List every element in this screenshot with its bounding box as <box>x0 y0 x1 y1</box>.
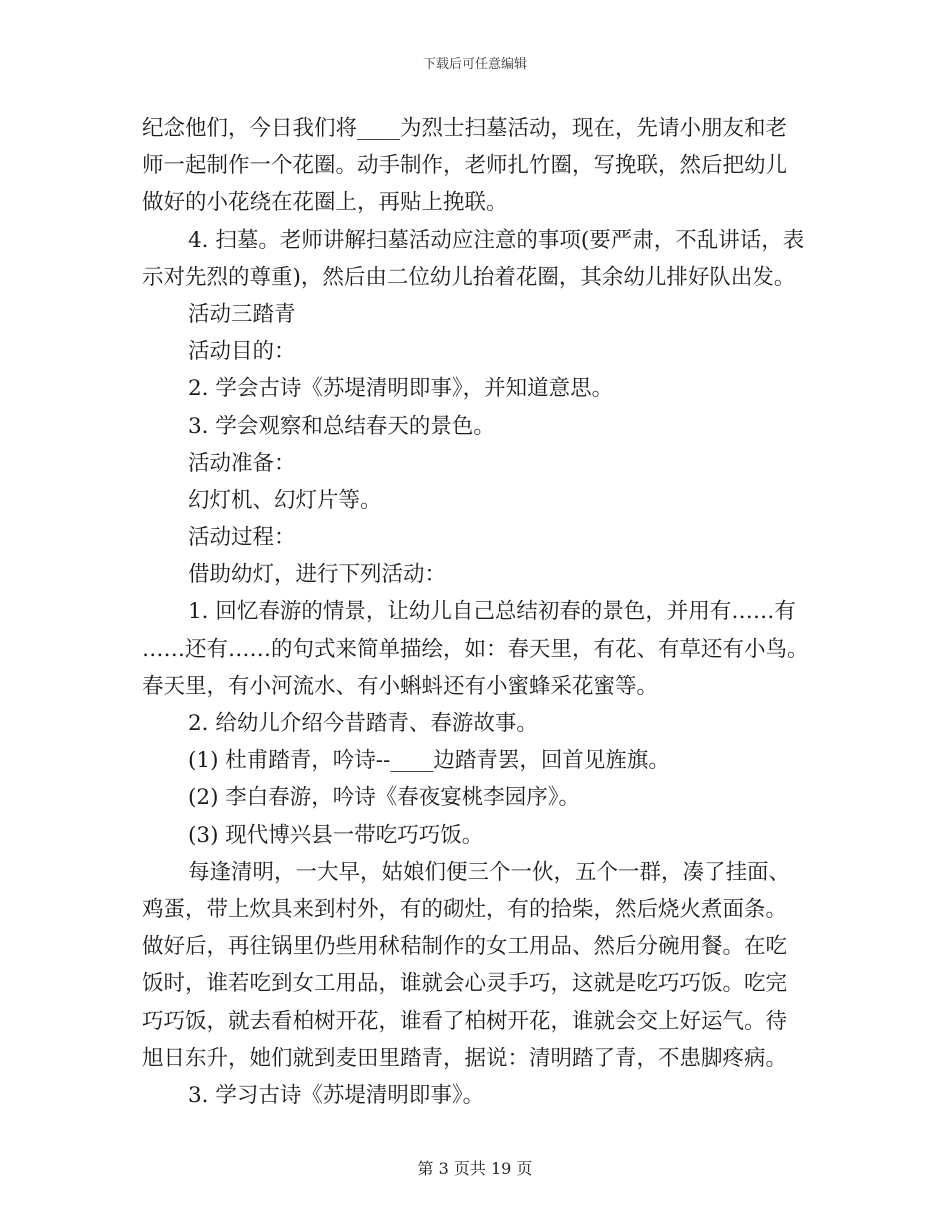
text-line: 活动目的： <box>188 339 296 365</box>
text-line: 师一起制作一个花圈。动手制作，老师扎竹圈，写挽联，然后把幼儿 <box>142 153 788 179</box>
text-line: 活动准备： <box>188 450 296 476</box>
text-line: 3. 学习古诗《苏堤清明即事》。 <box>188 1082 485 1108</box>
paragraph <box>142 854 812 1077</box>
text-line: 3. 学会观察和总结春天的景色。 <box>188 413 495 439</box>
paragraph <box>142 1077 812 1114</box>
text-line: 幻灯机、幻灯片等。 <box>188 487 382 513</box>
page-header: 下载后可任意编辑 <box>422 57 527 72</box>
text-line: 借助幼灯，进行下列活动： <box>188 562 447 588</box>
paragraph <box>142 370 812 407</box>
paragraph <box>142 110 812 222</box>
text-line: 活动过程： <box>188 525 296 551</box>
text-line: 示对先烈的尊重)，然后由二位幼儿抬着花圈，其余幼儿排好队出发。 <box>142 264 796 290</box>
text-line: (1) 杜甫踏青，吟诗--____边踏青罢，回首见旌旗。 <box>188 748 670 774</box>
text-line: 春天里，有小河流水、有小蝌蚪还有小蜜蜂采花蜜等。 <box>142 673 659 699</box>
paragraph <box>142 482 812 519</box>
text-line: 4. 扫墓。老师讲解扫墓活动应注意的事项(要严肃，不乱讲话，表 <box>188 227 805 253</box>
paragraph <box>142 593 812 705</box>
text-line: 做好后，再往锅里仍些用秫秸制作的女工用品、然后分碗用餐。在吃 <box>142 934 788 960</box>
paragraph <box>142 556 812 593</box>
document-body <box>142 110 812 1114</box>
paragraph <box>142 519 812 556</box>
text-line: 鸡蛋，带上炊具来到村外，有的砌灶，有的拾柴，然后烧火煮面条。 <box>142 896 788 922</box>
text-line: 旭日东升，她们就到麦田里踏青，据说：清明踏了青，不患脚疼病。 <box>142 1045 788 1071</box>
text-line: (2) 李白春游，吟诗《春夜宴桃李园序》。 <box>188 785 581 811</box>
paragraph <box>142 817 812 854</box>
paragraph <box>142 705 812 742</box>
text-line: 每逢清明，一大早，姑娘们便三个一伙，五个一群，凑了挂面、 <box>188 859 791 885</box>
text-line: 纪念他们，今日我们将____为烈士扫墓活动，现在，先请小朋友和老 <box>142 116 788 141</box>
paragraph <box>142 408 812 445</box>
text-line: 2. 学会古诗《苏堤清明即事》，并知道意思。 <box>188 376 614 402</box>
text-line: 巧巧饭，就去看柏树开花，谁看了柏树开花，谁就会交上好运气。待 <box>142 1008 788 1034</box>
text-line: (3) 现代博兴县一带吃巧巧饭。 <box>188 822 484 848</box>
paragraph <box>142 222 812 296</box>
paragraph <box>142 296 812 333</box>
text-line: 1. 回忆春游的情景，让幼儿自己总结初春的景色，并用有……有 <box>188 599 796 625</box>
text-line: 饭时，谁若吃到女工用品，谁就会心灵手巧，这就是吃巧巧饭。吃完 <box>142 971 788 997</box>
text-line: 2. 给幼儿介绍今昔踏青、春游故事。 <box>188 711 538 736</box>
paragraph <box>142 333 812 370</box>
paragraph <box>142 742 812 779</box>
page-footer: 第 3 页共 19 页 <box>417 1159 533 1178</box>
text-line: 活动三踏青 <box>188 301 296 327</box>
paragraph <box>142 779 812 816</box>
text-line: ……还有……的句式来简单描绘，如：春天里，有花、有草还有小鸟。 <box>142 636 809 662</box>
text-line: 做好的小花绕在花圈上，再贴上挽联。 <box>142 190 508 216</box>
paragraph <box>142 445 812 482</box>
